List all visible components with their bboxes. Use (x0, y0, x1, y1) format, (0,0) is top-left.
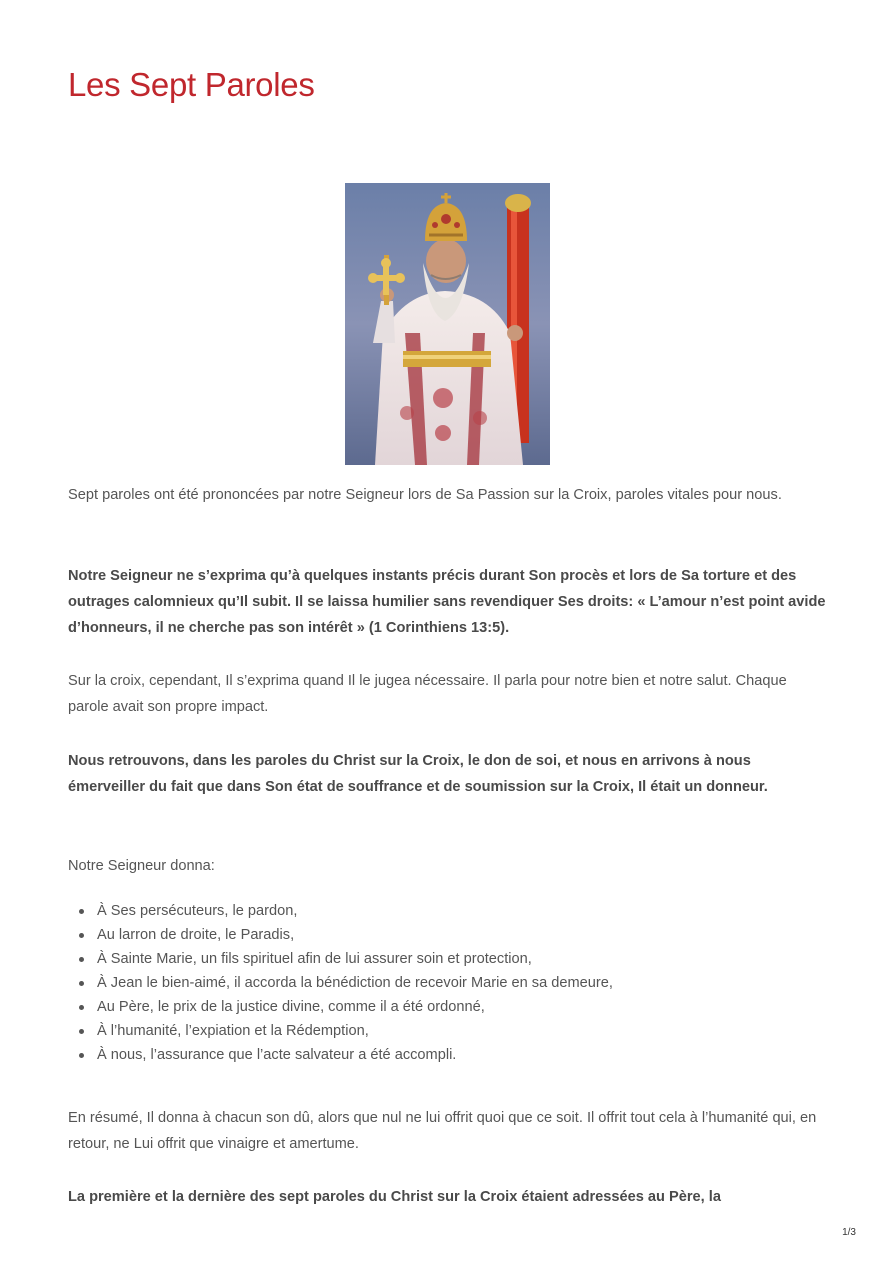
list-item: À Sainte Marie, un fils spirituel afin de lui assurer soin et protection, (68, 947, 828, 971)
gifts-intro-paragraph: Notre Seigneur donna: (68, 858, 215, 874)
patriarch-portrait-illustration (345, 183, 550, 465)
gifts-list (68, 899, 828, 1067)
list-item: Au larron de droite, le Paradis, (68, 923, 828, 947)
intro-paragraph: Sept paroles ont été prononcées par notre Seigneur lors de Sa Passion sur la Croix, paroles vitales pour nous. (68, 487, 782, 503)
list-item: À l’humanité, l’expiation et la Rédemption, (68, 1019, 828, 1043)
first-last-words-paragraph: La première et la dernière des sept paroles du Christ sur la Croix étaient adressées au Père, la (68, 1189, 721, 1205)
humility-paragraph: Notre Seigneur ne s’exprima qu’à quelques instants précis durant Son procès et lors de Sa torture et des outrages calomnieux qu’Il subit. Il se laissa humilier sans revendiquer Ses droits: « L’amour n’est point avide d’honneurs, il ne cherche pas son intérêt » (1 Corinthiens 13:5). (68, 568, 826, 636)
patriarch-portrait (345, 183, 550, 465)
cross-speech-paragraph: Sur la croix, cependant, Il s’exprima quand Il le jugea nécessaire. Il parla pour notre bien et notre salut. Chaque parole avait son propre impact. (68, 673, 787, 715)
page-title: Les Sept Paroles (68, 66, 315, 103)
self-giving-paragraph: Nous retrouvons, dans les paroles du Christ sur la Croix, le don de soi, et nous en arrivons à nous émerveiller du fait que dans Son état de souffrance et de soumission sur la Croix, Il était un donneur. (68, 753, 768, 795)
list-item: Au Père, le prix de la justice divine, comme il a été ordonné, (68, 995, 828, 1019)
list-item: À Jean le bien-aimé, il accorda la bénédiction de recevoir Marie en sa demeure, (68, 971, 828, 995)
summary-paragraph: En résumé, Il donna à chacun son dû, alors que nul ne lui offrit quoi que ce soit. Il offrit tout cela à l’humanité qui, en retour, ne Lui offrit que vinaigre et amertume. (68, 1110, 817, 1152)
list-item: À Ses persécuteurs, le pardon, (68, 899, 828, 923)
page-number: 1/3 (842, 1227, 856, 1238)
list-item: À nous, l’assurance que l’acte salvateur a été accompli. (68, 1043, 828, 1067)
